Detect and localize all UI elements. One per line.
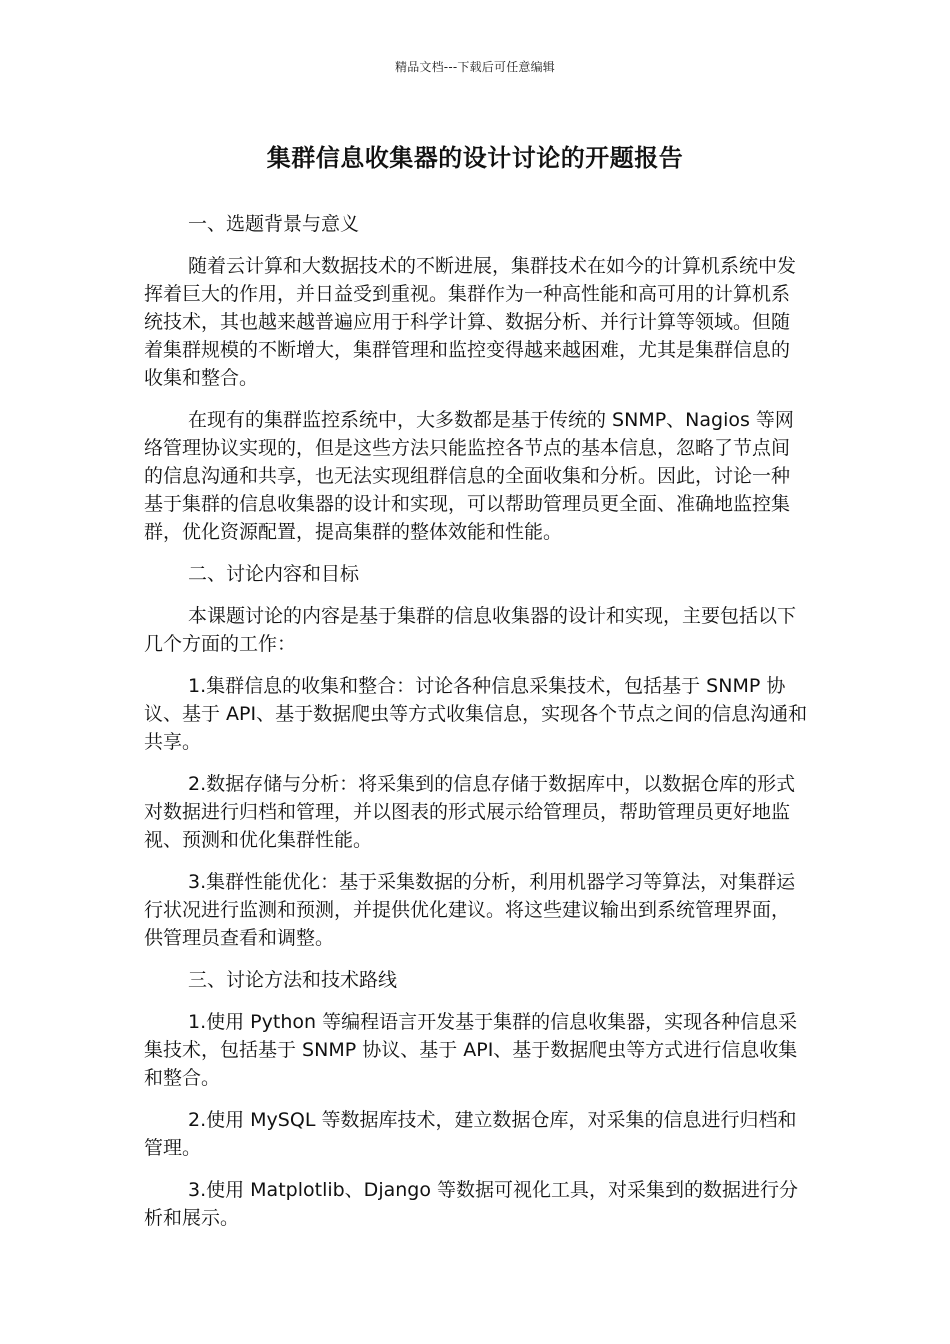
- section-heading-content: 二、讨论内容和目标: [188, 563, 360, 585]
- paragraph-content-item-1: 1.集群信息的收集和整合：讨论各种信息采集技术，包括基于 SNMP 协议、基于 API、基于数据爬虫等方式收集信息，实现各个节点之间的信息沟通和共享。: [144, 675, 808, 753]
- paragraph-content-item-3: 3.集群性能优化：基于采集数据的分析，利用机器学习等算法，对集群运行状况进行监测和预测，并提供优化建议。将这些建议输出到系统管理界面，供管理员查看和调整。: [144, 871, 796, 949]
- section-heading-background: 一、选题背景与意义: [188, 213, 360, 235]
- section-heading-method: 三、讨论方法和技术路线: [188, 969, 398, 991]
- paragraph-method-item-1: 1.使用 Python 等编程语言开发基于集群的信息收集器，实现各种信息采集技术，包括基于 SNMP 协议、基于 API、基于数据爬虫等方式进行信息收集和整合。: [144, 1011, 798, 1089]
- document-title: 集群信息收集器的设计讨论的开题报告: [266, 144, 684, 172]
- paragraph-content-item-2: 2.数据存储与分析：将采集到的信息存储于数据库中，以数据仓库的形式对数据进行归档和管理，并以图表的形式展示给管理员，帮助管理员更好地监视、预测和优化集群性能。: [144, 773, 796, 851]
- document-body: [144, 210, 808, 1246]
- paragraph-background-2: 在现有的集群监控系统中，大多数都是基于传统的 SNMP、Nagios 等网络管理协议实现的，但是这些方法只能监控各节点的基本信息，忽略了节点间的信息沟通和共享，也无法实现组群信息的全面收集和分析。因此，讨论一种基于集群的信息收集器的设计和实现，可以帮助管理员更全面、准确地监控集群，优化资源配置，提高集群的整体效能和性能。: [144, 409, 794, 543]
- paragraph-method-item-2: 2.使用 MySQL 等数据库技术，建立数据仓库，对采集的信息进行归档和管理。: [144, 1109, 797, 1159]
- paragraph-method-item-3: 3.使用 Matplotlib、Django 等数据可视化工具，对采集到的数据进行分析和展示。: [144, 1179, 799, 1229]
- paragraph-content-intro: 本课题讨论的内容是基于集群的信息收集器的设计和实现，主要包括以下几个方面的工作：: [144, 605, 797, 655]
- header-note: 精品文档---下载后可任意编辑: [395, 60, 555, 74]
- paragraph-background-1: 随着云计算和大数据技术的不断进展，集群技术在如今的计算机系统中发挥着巨大的作用，并日益受到重视。集群作为一种高性能和高可用的计算机系统技术，其也越来越普遍应用于科学计算、数据分析、并行计算等领域。但随着集群规模的不断增大，集群管理和监控变得越来越困难，尤其是集群信息的收集和整合。: [144, 255, 797, 389]
